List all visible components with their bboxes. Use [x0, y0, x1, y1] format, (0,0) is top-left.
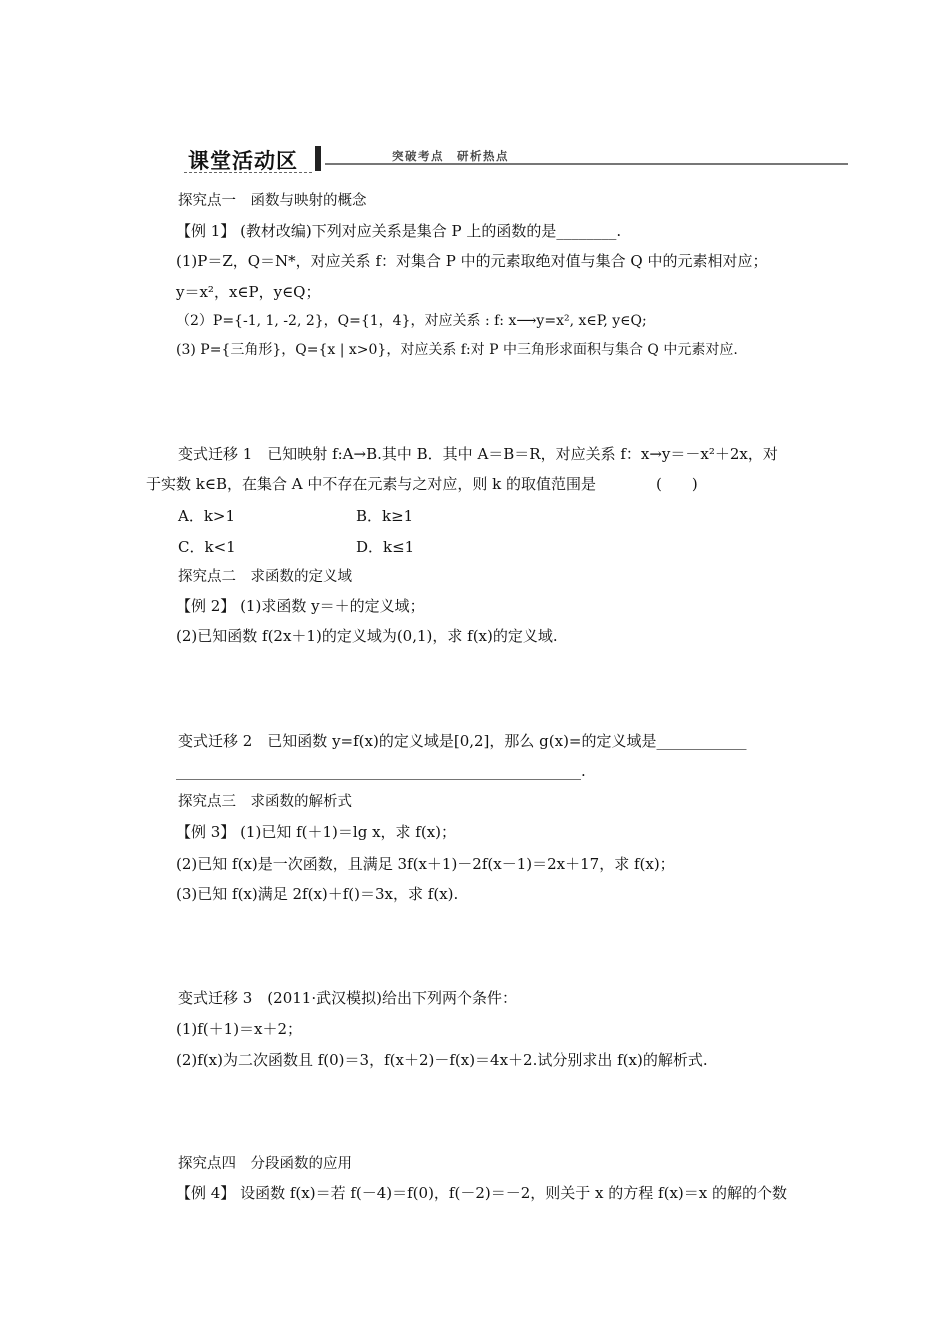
text-line: (1)f(＋1)＝x＋2； — [176, 1020, 303, 1038]
text-line: y＝x²，x∈P，y∈Q； — [176, 283, 321, 301]
text-line: 探究点三 求函数的解析式 — [178, 794, 352, 810]
banner-divider-bar — [315, 146, 321, 171]
text-line: (1)P＝Z，Q＝N*，对应关系 f：对集合 P 中的元素取绝对值与集合 Q 中的元素相对应； — [176, 252, 768, 270]
text-line: C．k<1 — [178, 538, 236, 556]
text-line: (2)已知函数 f(2x＋1)的定义域为(0,1)，求 f(x)的定义域. — [176, 627, 558, 645]
text-line: 【例 2】 (1)求函数 y＝＋的定义域； — [176, 597, 425, 615]
text-line: 探究点四 分段函数的应用 — [178, 1156, 352, 1172]
text-line: (3)已知 f(x)满足 2f(x)＋f()＝3x，求 f(x). — [176, 885, 459, 903]
text-line: B．k≥1 — [356, 507, 414, 525]
text-line: D．k≤1 — [356, 538, 415, 556]
text-line: 探究点一 函数与映射的概念 — [178, 193, 367, 209]
section-subtitle: 突破考点 研析热点 — [392, 149, 509, 163]
section-title: 课堂活动区 — [188, 149, 298, 173]
section-banner — [180, 141, 848, 177]
text-line: A．k>1 — [178, 507, 236, 525]
text-line: 变式迁移 3 (2011·武汉模拟)给出下列两个条件： — [178, 989, 517, 1007]
text-line: ______________________________________________________. — [176, 762, 586, 780]
text-line: 变式迁移 2 已知函数 y=f(x)的定义域是[0,2]，那么 g(x)=的定义域是____________ — [178, 732, 747, 750]
text-line: 变式迁移 1 已知映射 f:A→B.其中 B．其中 A＝B＝R，对应关系 f：x→y＝－x²＋2x，对 — [178, 445, 778, 463]
text-line: (2)已知 f(x)是一次函数，且满足 3f(x＋1)－2f(x－1)＝2x＋17，求 f(x)； — [176, 855, 675, 873]
banner-dashed-underline — [184, 172, 312, 173]
text-line: 探究点二 求函数的定义域 — [178, 569, 352, 585]
text-line: 【例 1】 (教材改编)下列对应关系是集合 P 上的函数的是________. — [176, 222, 622, 240]
text-line: 【例 4】 设函数 f(x)＝若 f(－4)＝f(0)，f(－2)＝－2，则关于 x 的方程 f(x)＝x 的解的个数 — [176, 1184, 787, 1202]
text-line: (3) P={三角形}，Q={x | x>0}，对应关系 f:对 P 中三角形求面积与集合 Q 中元素对应. — [176, 342, 738, 358]
text-line: 【例 3】 (1)已知 f(＋1)＝lg x，求 f(x)； — [176, 823, 457, 841]
text-line: 于实数 k∈B，在集合 A 中不存在元素与之对应，则 k 的取值范围是 ( ) — [146, 475, 698, 493]
text-line: (2)f(x)为二次函数且 f(0)＝3，f(x＋2)－f(x)＝4x＋2.试分别求出 f(x)的解析式. — [176, 1051, 708, 1069]
text-line: （2）P={-1, 1, -2, 2}，Q={1，4}，对应关系 : f: x⟶y=x², x∈P, y∈Q; — [176, 313, 647, 329]
